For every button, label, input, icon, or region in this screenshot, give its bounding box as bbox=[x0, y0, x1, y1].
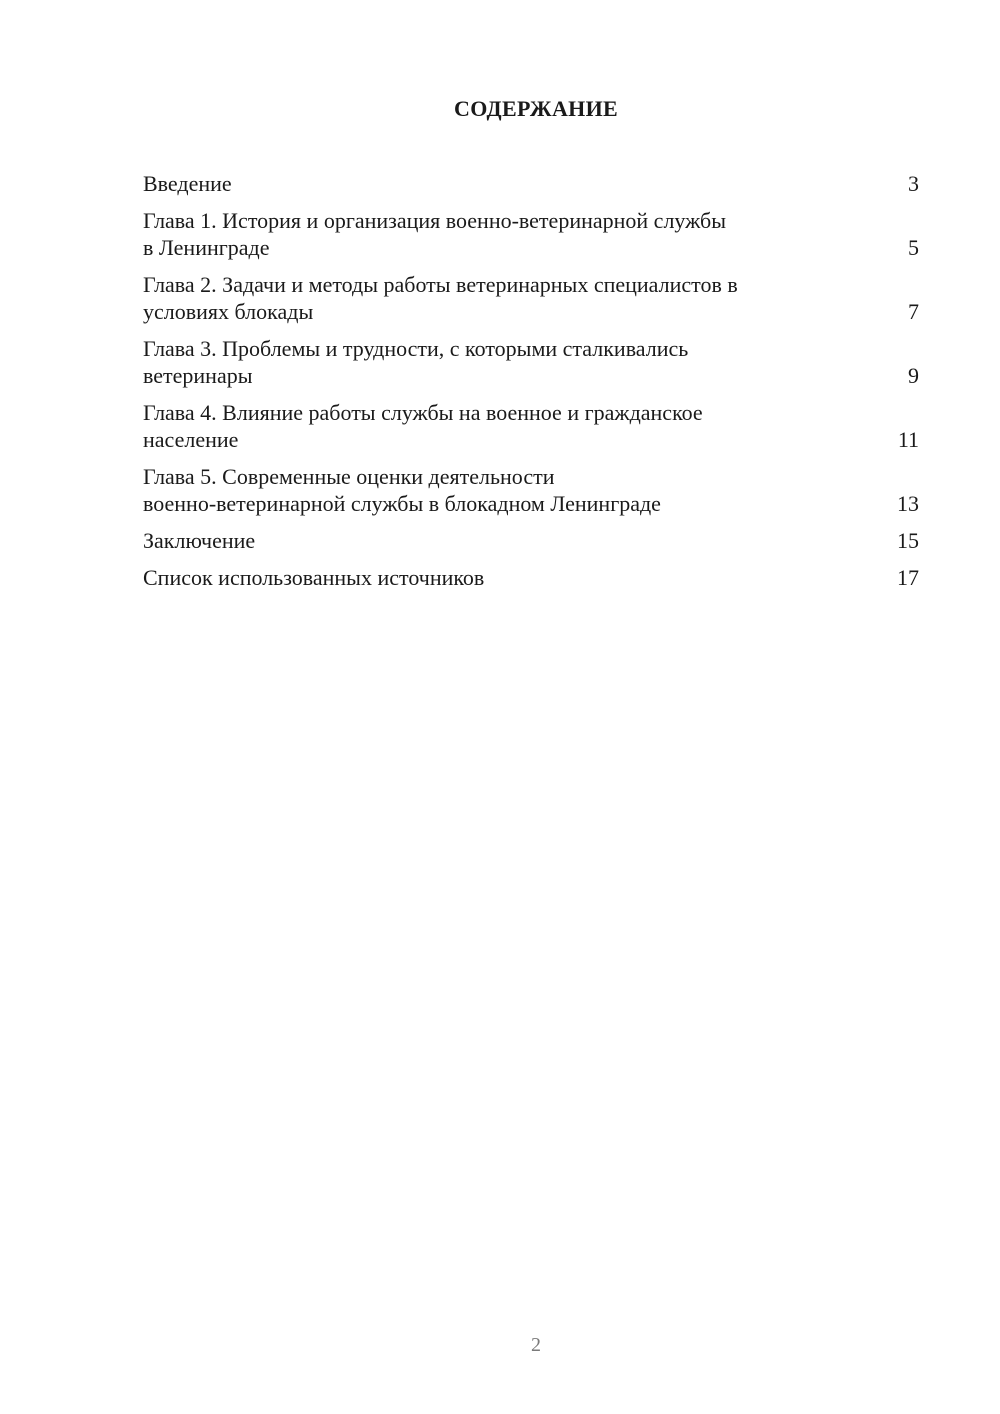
toc-entry-title-line-1: Глава 5. Современные оценки деятельности bbox=[143, 464, 555, 489]
page-title: СОДЕРЖАНИЕ bbox=[454, 96, 618, 121]
toc-entry-title-line-1: Глава 4. Влияние работы службы на военное и гражданское bbox=[143, 400, 703, 425]
toc-entry-text bbox=[143, 335, 843, 389]
toc-entry-chapter-3 bbox=[143, 335, 919, 389]
table-of-contents bbox=[143, 170, 919, 601]
toc-entry-chapter-5 bbox=[143, 463, 919, 517]
toc-page-number: 17 bbox=[897, 565, 919, 590]
toc-entry-title-line-1: Глава 3. Проблемы и трудности, с которыми сталкивались bbox=[143, 336, 689, 361]
toc-entry-title-line-1: Глава 1. История и организация военно-ветеринарной службы bbox=[143, 208, 727, 233]
toc-entry-chapter-2 bbox=[143, 271, 919, 325]
toc-entry-conclusion bbox=[143, 527, 919, 554]
toc-entry-title-line-1: Глава 2. Задачи и методы работы ветеринарных специалистов в bbox=[143, 272, 738, 297]
toc-entry-references bbox=[143, 564, 919, 591]
toc-entry-chapter-4 bbox=[143, 399, 919, 453]
toc-page-number: 15 bbox=[897, 528, 919, 553]
toc-page-number: 3 bbox=[908, 171, 919, 196]
toc-page-number: 11 bbox=[897, 427, 919, 452]
toc-entry-introduction bbox=[143, 170, 919, 197]
toc-entry-text bbox=[143, 207, 843, 261]
toc-entry-title-line-2: население bbox=[143, 427, 239, 452]
toc-entry-text bbox=[143, 463, 843, 517]
toc-entry-text bbox=[143, 564, 843, 591]
toc-entry-title: Список использованных источников bbox=[143, 565, 485, 590]
toc-entry-title: Введение bbox=[143, 171, 232, 196]
toc-page-number: 9 bbox=[908, 363, 919, 388]
page-number: 2 bbox=[531, 1334, 541, 1356]
toc-entry-text bbox=[143, 527, 843, 554]
toc-entry-title: Заключение bbox=[143, 528, 256, 553]
toc-entry-chapter-1 bbox=[143, 207, 919, 261]
toc-entry-text bbox=[143, 399, 843, 453]
toc-entry-title-line-2: условиях блокады bbox=[143, 299, 314, 324]
toc-entry-title-line-2: военно-ветеринарной службы в блокадном Ленинграде bbox=[143, 491, 661, 516]
toc-entry-text bbox=[143, 170, 843, 197]
toc-page-number: 13 bbox=[897, 491, 919, 516]
toc-entry-title-line-2: в Ленинграде bbox=[143, 235, 270, 260]
toc-entry-title-line-2: ветеринары bbox=[143, 363, 253, 388]
toc-entry-text bbox=[143, 271, 843, 325]
toc-page-number: 7 bbox=[908, 299, 919, 324]
toc-page-number: 5 bbox=[908, 235, 919, 260]
